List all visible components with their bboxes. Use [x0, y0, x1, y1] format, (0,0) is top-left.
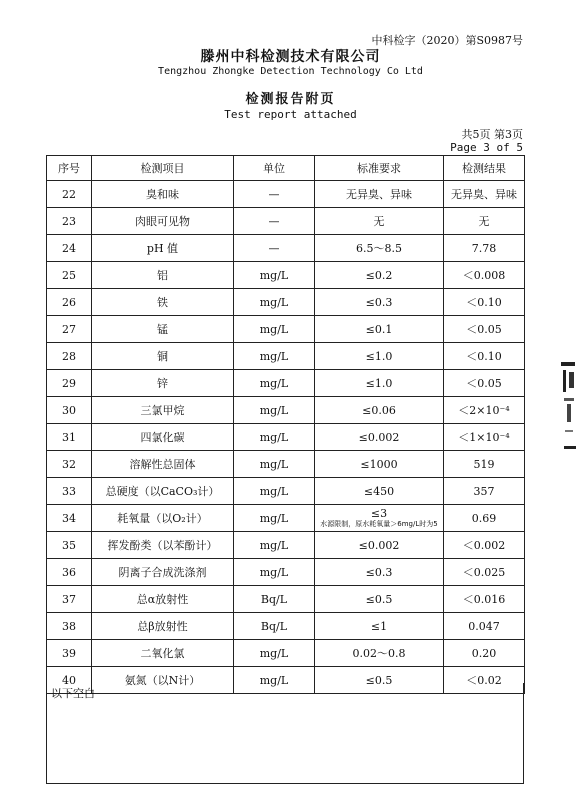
cell-unit: mg/L	[234, 316, 315, 343]
cell-result: 无	[444, 208, 525, 235]
table-row	[47, 478, 525, 505]
table-header-row	[47, 156, 525, 181]
header-result: 检测结果	[444, 156, 525, 181]
cell-unit: mg/L	[234, 262, 315, 289]
header-standard: 标准要求	[315, 156, 444, 181]
header-item: 检测项目	[92, 156, 234, 181]
cell-result: 0.69	[444, 505, 525, 532]
cell-no: 28	[47, 343, 92, 370]
table-row	[47, 262, 525, 289]
cell-item: 耗氧量（以O₂计）	[92, 505, 234, 532]
cell-result: ＜0.05	[444, 316, 525, 343]
results-table	[46, 155, 525, 694]
cell-result: ＜1×10⁻⁴	[444, 424, 525, 451]
cell-unit: Bq/L	[234, 613, 315, 640]
cell-result: ＜0.10	[444, 343, 525, 370]
cell-result: ＜0.002	[444, 532, 525, 559]
cell-standard	[315, 505, 444, 532]
cell-result: ＜0.008	[444, 262, 525, 289]
cell-standard: 6.5～8.5	[315, 235, 444, 262]
cell-no: 37	[47, 586, 92, 613]
cell-result: ＜0.016	[444, 586, 525, 613]
cell-item: 氨氮（以N计）	[92, 667, 234, 694]
cell-no: 38	[47, 613, 92, 640]
cell-unit: mg/L	[234, 667, 315, 694]
cell-unit: mg/L	[234, 397, 315, 424]
cell-unit: —	[234, 181, 315, 208]
cell-unit: mg/L	[234, 424, 315, 451]
table-row	[47, 208, 525, 235]
cell-no: 26	[47, 289, 92, 316]
cell-result: ＜0.10	[444, 289, 525, 316]
cell-item: 阴离子合成洗涤剂	[92, 559, 234, 586]
cell-unit: mg/L	[234, 478, 315, 505]
report-number: 中科检字（2020）第S0987号	[371, 34, 523, 47]
cell-no: 34	[47, 505, 92, 532]
cell-standard: 无异臭、异味	[315, 181, 444, 208]
cell-unit: —	[234, 235, 315, 262]
cell-item: pH 值	[92, 235, 234, 262]
cell-no: 31	[47, 424, 92, 451]
cell-no: 35	[47, 532, 92, 559]
cell-standard: 无	[315, 208, 444, 235]
cell-standard: 0.02～0.8	[315, 640, 444, 667]
cell-no: 24	[47, 235, 92, 262]
cell-item: 挥发酚类（以苯酚计）	[92, 532, 234, 559]
table-row	[47, 640, 525, 667]
cell-no: 39	[47, 640, 92, 667]
table-row	[47, 343, 525, 370]
cell-unit: —	[234, 208, 315, 235]
table-row	[47, 181, 525, 208]
cell-item: 二氧化氯	[92, 640, 234, 667]
standard-value: ≤3	[370, 507, 388, 520]
cell-item: 臭和味	[92, 181, 234, 208]
cell-unit: mg/L	[234, 532, 315, 559]
cell-no: 36	[47, 559, 92, 586]
cell-item: 肉眼可见物	[92, 208, 234, 235]
table-row	[47, 586, 525, 613]
cell-unit: mg/L	[234, 505, 315, 532]
blank-area	[46, 683, 524, 784]
cell-no: 30	[47, 397, 92, 424]
table-row	[47, 397, 525, 424]
cell-item: 总硬度（以CaCO₃计）	[92, 478, 234, 505]
table-row	[47, 316, 525, 343]
page-indicator-en: Page 3 of 5	[450, 141, 523, 154]
document-title-en: Test report attached	[224, 108, 357, 121]
cell-result: ＜0.02	[444, 667, 525, 694]
cell-standard: ≤0.5	[315, 667, 444, 694]
cell-item: 溶解性总固体	[92, 451, 234, 478]
cell-result: 0.20	[444, 640, 525, 667]
cell-result: 519	[444, 451, 525, 478]
cell-standard: ≤1000	[315, 451, 444, 478]
cell-item: 四氯化碳	[92, 424, 234, 451]
cell-standard: ≤0.2	[315, 262, 444, 289]
cell-unit: mg/L	[234, 370, 315, 397]
cell-unit: mg/L	[234, 343, 315, 370]
cell-item: 铝	[92, 262, 234, 289]
cell-unit: mg/L	[234, 451, 315, 478]
document-title-cn: 检测报告附页	[245, 92, 336, 107]
cell-unit: mg/L	[234, 640, 315, 667]
cell-standard: ≤0.3	[315, 289, 444, 316]
cell-unit: mg/L	[234, 559, 315, 586]
cell-item: 铁	[92, 289, 234, 316]
cell-no: 33	[47, 478, 92, 505]
cell-no: 23	[47, 208, 92, 235]
cell-standard: ≤0.06	[315, 397, 444, 424]
cell-result: ＜2×10⁻⁴	[444, 397, 525, 424]
table-row	[47, 451, 525, 478]
results-table-container	[46, 155, 524, 694]
cell-item: 锌	[92, 370, 234, 397]
cell-no: 25	[47, 262, 92, 289]
company-name-cn: 滕州中科检测技术有限公司	[200, 49, 381, 65]
cell-item: 总α放射性	[92, 586, 234, 613]
cell-item: 三氯甲烷	[92, 397, 234, 424]
cell-no: 29	[47, 370, 92, 397]
cell-item: 铜	[92, 343, 234, 370]
cell-result: ＜0.05	[444, 370, 525, 397]
table-row	[47, 613, 525, 640]
cell-unit: Bq/L	[234, 586, 315, 613]
cell-result: 无异臭、异味	[444, 181, 525, 208]
table-row	[47, 289, 525, 316]
table-row	[47, 505, 525, 532]
cell-standard: ≤0.1	[315, 316, 444, 343]
header-no: 序号	[47, 156, 92, 181]
table-row	[47, 370, 525, 397]
cell-result: ＜0.025	[444, 559, 525, 586]
table-row	[47, 235, 525, 262]
cell-item: 总β放射性	[92, 613, 234, 640]
cell-standard: ≤0.5	[315, 586, 444, 613]
cell-no: 22	[47, 181, 92, 208]
cell-result: 0.047	[444, 613, 525, 640]
cell-standard: ≤0.002	[315, 424, 444, 451]
edge-stamp-mark	[555, 360, 579, 460]
cell-standard: ≤1.0	[315, 343, 444, 370]
cell-standard: ≤450	[315, 478, 444, 505]
cell-unit: mg/L	[234, 289, 315, 316]
cell-no: 40	[47, 667, 92, 694]
cell-standard: ≤1.0	[315, 370, 444, 397]
cell-no: 32	[47, 451, 92, 478]
cell-no: 27	[47, 316, 92, 343]
standard-note: 水源限制，原水耗氧量＞6mg/L时为5	[320, 520, 438, 528]
page-indicator-cn: 共5页 第3页	[461, 128, 523, 141]
table-row	[47, 559, 525, 586]
cell-result: 7.78	[444, 235, 525, 262]
cell-standard: ≤1	[315, 613, 444, 640]
cell-item: 锰	[92, 316, 234, 343]
table-row	[47, 532, 525, 559]
cell-standard: ≤0.002	[315, 532, 444, 559]
company-name-en: Tengzhou Zhongke Detection Technology Co Ltd	[158, 66, 423, 77]
table-row	[47, 424, 525, 451]
cell-standard: ≤0.3	[315, 559, 444, 586]
blank-note: 以下空白	[51, 687, 95, 700]
cell-result: 357	[444, 478, 525, 505]
header-unit: 单位	[234, 156, 315, 181]
